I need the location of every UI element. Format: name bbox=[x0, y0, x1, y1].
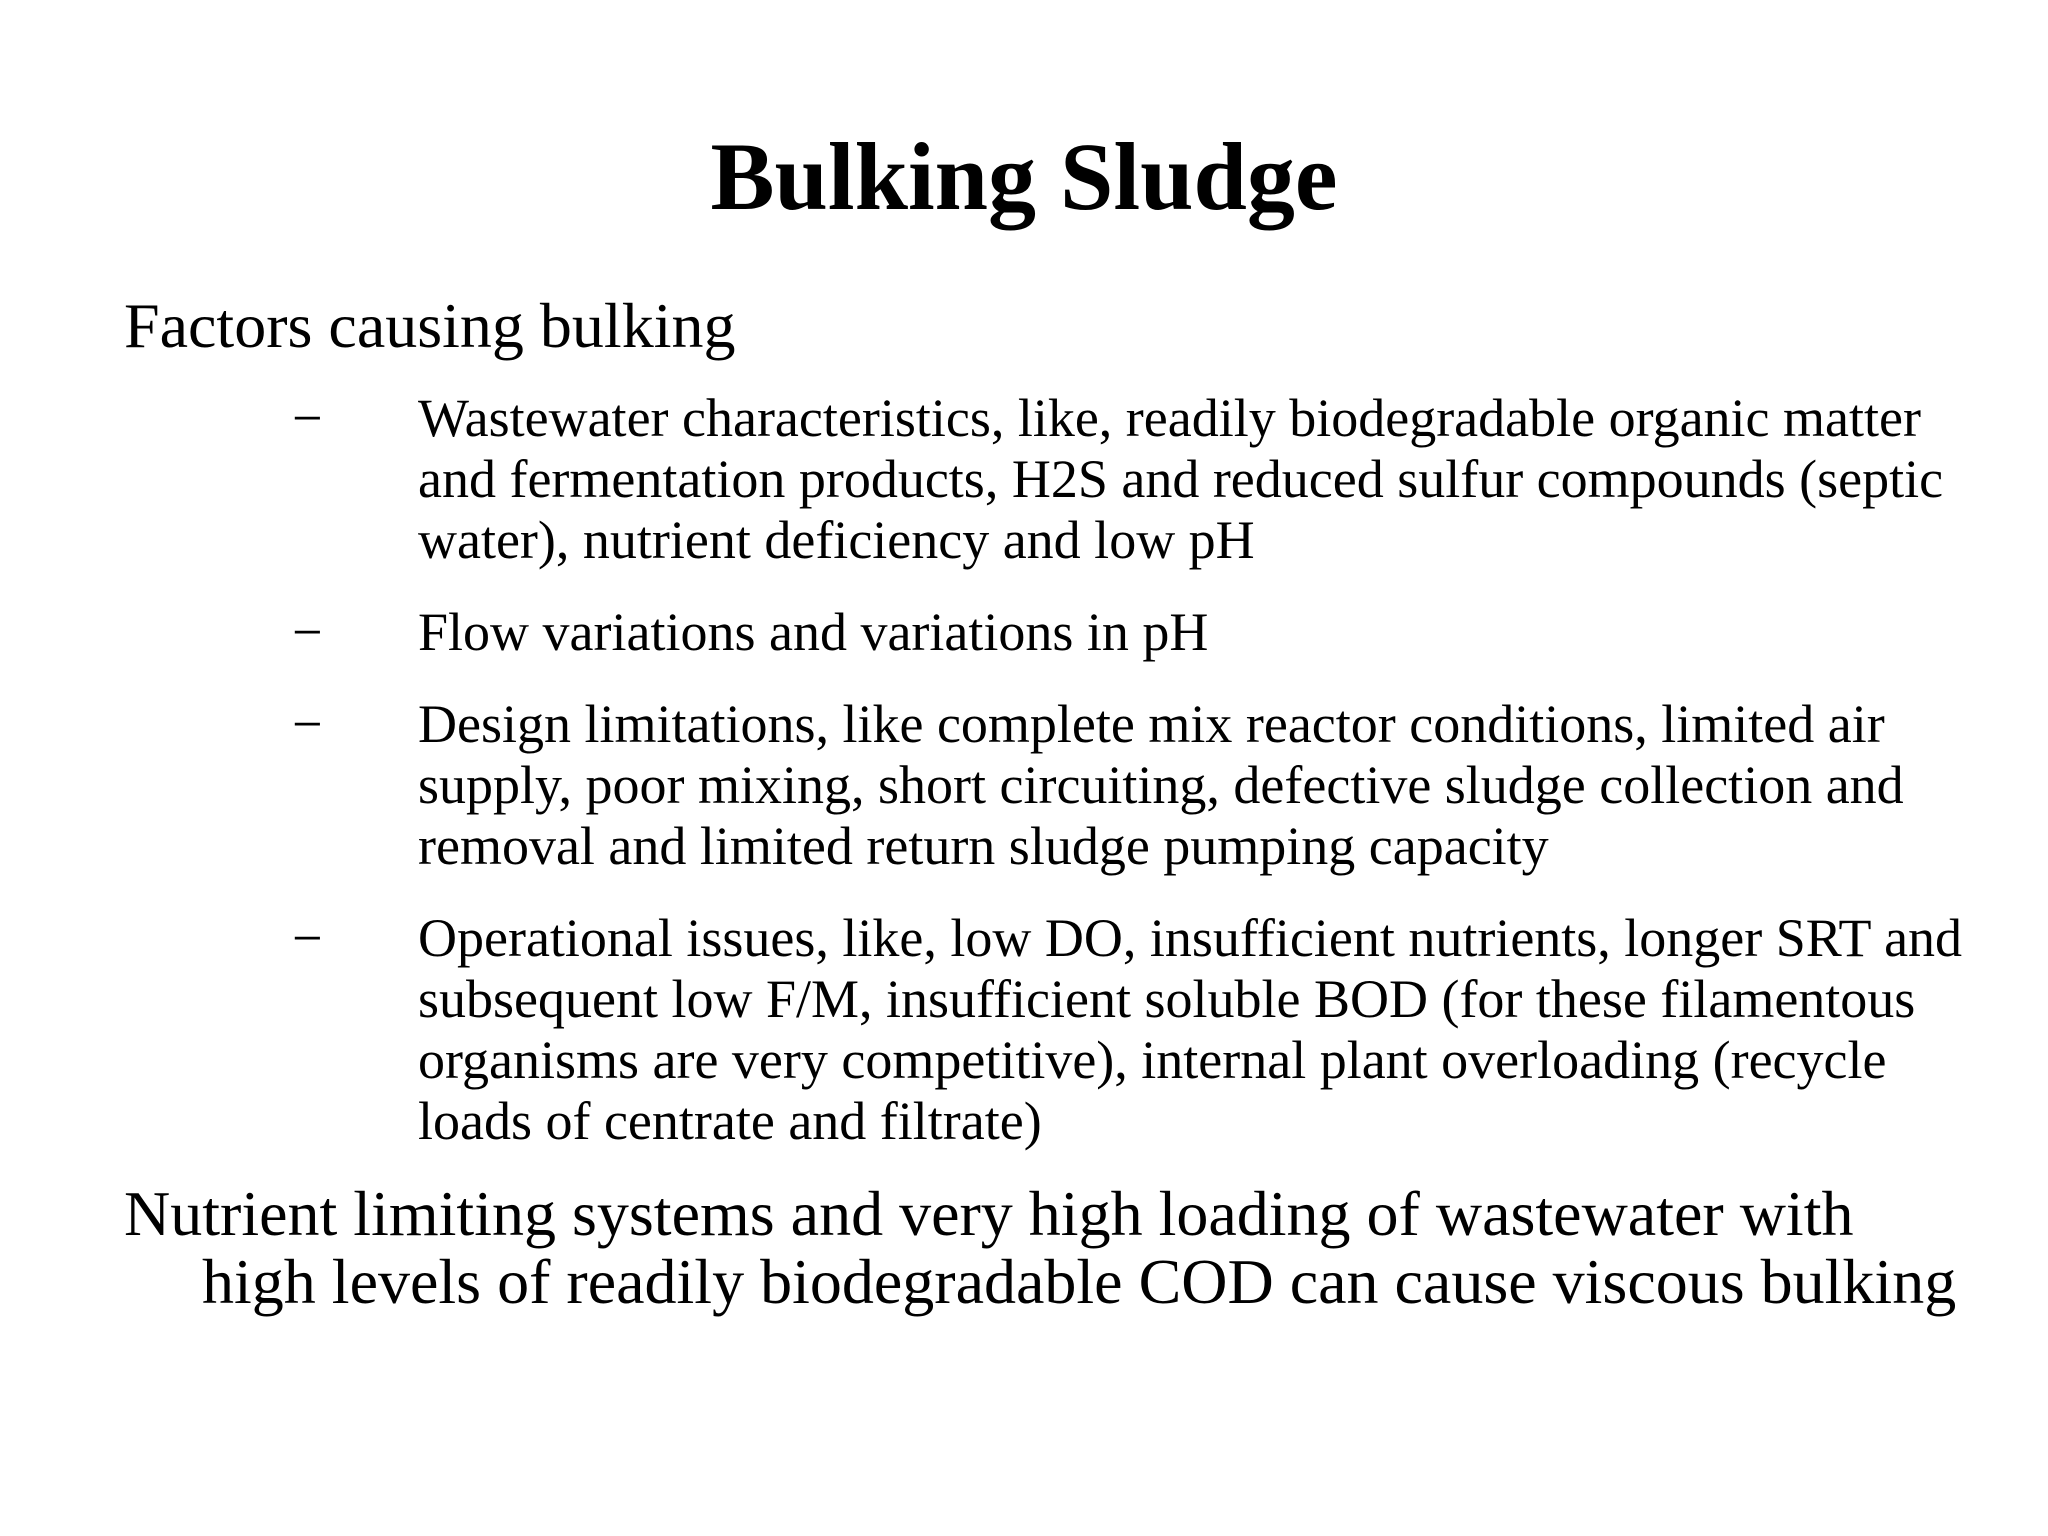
slide-content bbox=[124, 292, 1964, 1316]
dash-bullet: − bbox=[292, 908, 323, 968]
dash-bullet: − bbox=[292, 388, 323, 448]
dash-bullet: − bbox=[292, 694, 323, 754]
factor-text: Wastewater characteristics, like, readily biodegradable organic matter and fermentation products, H2S and reduced sulfur compounds (septic water), nutrient deficiency and low pH bbox=[418, 388, 1944, 570]
factor-item bbox=[292, 602, 1964, 663]
factor-item bbox=[292, 694, 1964, 877]
factor-text: Operational issues, like, low DO, insufficient nutrients, longer SRT and subsequent low F/M, insufficient soluble BOD (for these filamentous organisms are very competitive), internal plant overloading (recycle loads of centrate and filtrate) bbox=[418, 908, 1963, 1151]
factor-text: Design limitations, like complete mix reactor conditions, limited air supply, poor mixing, short circuiting, defective sludge collection and removal and limited return sludge pumping capacity bbox=[418, 694, 1904, 876]
factor-item bbox=[292, 908, 1964, 1152]
section-heading: Factors causing bulking bbox=[124, 290, 736, 361]
dash-bullet: − bbox=[292, 602, 323, 662]
factor-list bbox=[124, 388, 1964, 1152]
conclusion-text: Nutrient limiting systems and very high loading of wastewater with high levels of readily biodegradable COD can cause viscous bulking bbox=[124, 1178, 1957, 1317]
slide-title: Bulking Sludge bbox=[710, 123, 1338, 230]
factor-text: Flow variations and variations in pH bbox=[418, 602, 1209, 662]
factor-item bbox=[292, 388, 1964, 571]
